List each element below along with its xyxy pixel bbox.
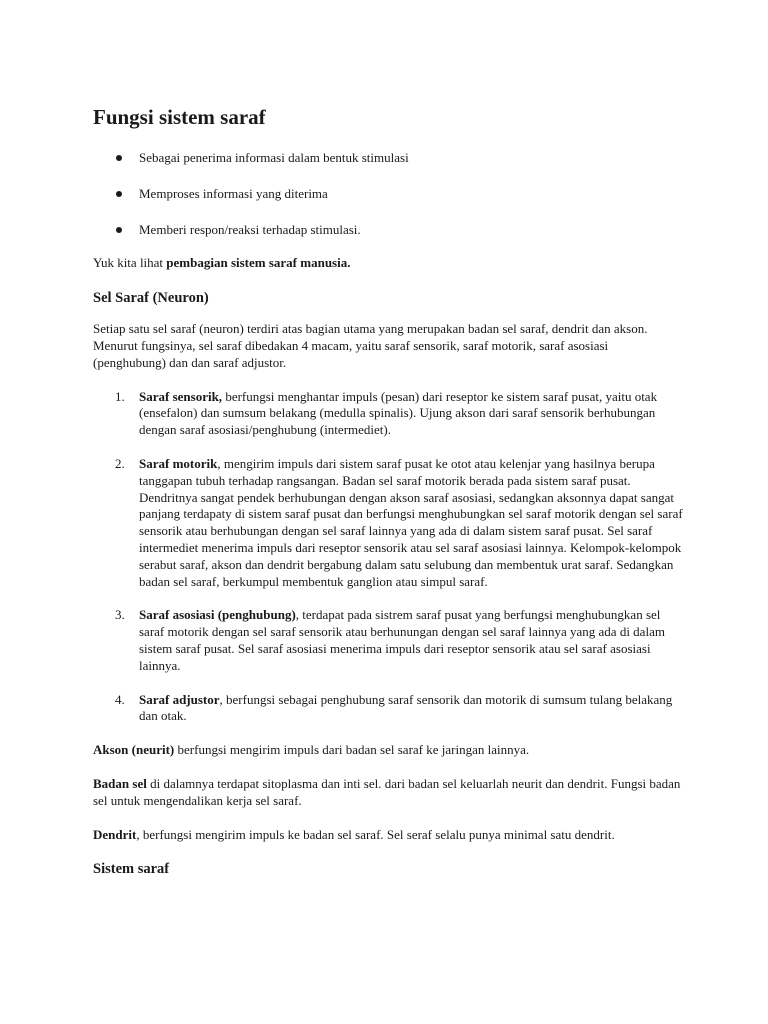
intro-bold: pembagian sistem saraf manusia. <box>166 255 351 271</box>
type-term: Saraf adjustor <box>139 691 220 707</box>
type-text: berfungsi menghantar impuls (pesan) dari reseptor ke sistem saraf pusat, yaitu otak (ensefalon) dan sumsum belakang (medulla spinalis). Ujung akson dari saraf sensorik berhubungan dengan saraf asosiasi/penghubung (intermediet). <box>139 388 658 438</box>
badan-sel-paragraph <box>93 776 683 810</box>
intro-text: Yuk kita lihat <box>93 255 167 271</box>
type-term: Saraf motorik <box>139 455 218 471</box>
bullet-icon <box>116 155 122 161</box>
type-text: , berfungsi sebagai penghubung saraf sensorik dan motorik di sumsum tulang belakang dan otak. <box>139 691 673 724</box>
list-number: 2. <box>115 455 125 471</box>
document-content <box>93 104 683 892</box>
list-item-text: Memberi respon/reaksi terhadap stimulasi. <box>139 221 361 237</box>
akson-term: Akson (neurit) <box>93 742 175 758</box>
function-list <box>93 150 683 238</box>
list-item <box>93 150 683 167</box>
list-number: 1. <box>115 388 125 404</box>
neuron-paragraph: Setiap satu sel saraf (neuron) terdiri atas bagian utama yang merupakan badan sel saraf, dendrit dan akson. Menurut fungsinya, sel saraf dibedakan 4 macam, yaitu saraf sensorik, saraf motorik, saraf asosiasi (penghubung) dan dan saraf adjustor. <box>93 321 648 370</box>
list-number: 4. <box>115 691 125 707</box>
bullet-icon <box>116 227 122 233</box>
akson-paragraph <box>93 742 683 759</box>
dendrit-text: , berfungsi mengirim impuls ke badan sel saraf. Sel seraf selalu punya minimal satu dendrit. <box>136 826 615 842</box>
list-item <box>93 607 683 674</box>
list-item <box>93 389 683 439</box>
dendrit-term: Dendrit <box>93 826 137 842</box>
intro-paragraph <box>93 255 683 272</box>
section-heading-neuron: Sel Saraf (Neuron) <box>93 290 209 307</box>
badan-sel-term: Badan sel <box>93 775 147 791</box>
type-text: , mengirim impuls dari sistem saraf pusat ke otot atau kelenjar yang hasilnya berupa tanggapan tubuh terhadap rangsangan. Badan sel saraf motorik berada pada sistem saraf pusat. Dendritnya sangat pendek berhubungan dengan akson saraf asosiasi, sedangkan aksonnya dapat sangat panjang terdapaty di sistem saraf pusat dan berfungsi menghubungkan sel saraf motorik dengan sel saraf sensorik atau berhubungan dengan sel saraf lainnya yang ada di dalam sistem saraf pusat. Sel saraf intermediet menerima impuls dari reseptor sensorik atau sel saraf asosiasi lainnya. Kelompok-kelompok serabut saraf, akson dan dendrit bergabung dalam satu selubung dan membentuk urat saraf. Sedangkan badan sel saraf, berkumpul membentuk ganglion atau simpul saraf. <box>139 455 683 589</box>
list-item-text: Memproses informasi yang diterima <box>139 185 328 201</box>
page-title: Fungsi sistem saraf <box>93 105 266 129</box>
list-item-text: Sebagai penerima informasi dalam bentuk stimulasi <box>139 150 409 165</box>
section-heading-sistem-saraf: Sistem saraf <box>93 861 170 878</box>
list-item <box>93 222 683 239</box>
neuron-type-list <box>93 389 683 726</box>
list-item <box>93 692 683 726</box>
dendrit-paragraph <box>93 827 683 844</box>
type-term: Saraf sensorik, <box>139 388 223 404</box>
list-number: 3. <box>115 607 125 623</box>
type-term: Saraf asosiasi (penghubung) <box>139 607 296 623</box>
akson-text: berfungsi mengirim impuls dari badan sel saraf ke jaringan lainnya. <box>174 742 530 758</box>
list-item <box>93 186 683 203</box>
badan-sel-text: di dalamnya terdapat sitoplasma dan inti sel. dari badan sel keluarlah neurit dan dendrit. Fungsi badan sel untuk mengendalikan kerja sel saraf. <box>93 775 681 808</box>
list-item <box>93 456 683 590</box>
bullet-icon <box>116 191 122 197</box>
type-text: , terdapat pada sistrem saraf pusat yang berfungsi menghubungkan sel saraf motorik dengan sel saraf sensorik atau berhunungan dengan sel saraf lainnya yang ada di dalam sistem saraf pusat. Sel saraf asosiasi menerima impuls dari reseptor sensorik atau sel saraf asosiasi lainnya. <box>139 607 665 673</box>
